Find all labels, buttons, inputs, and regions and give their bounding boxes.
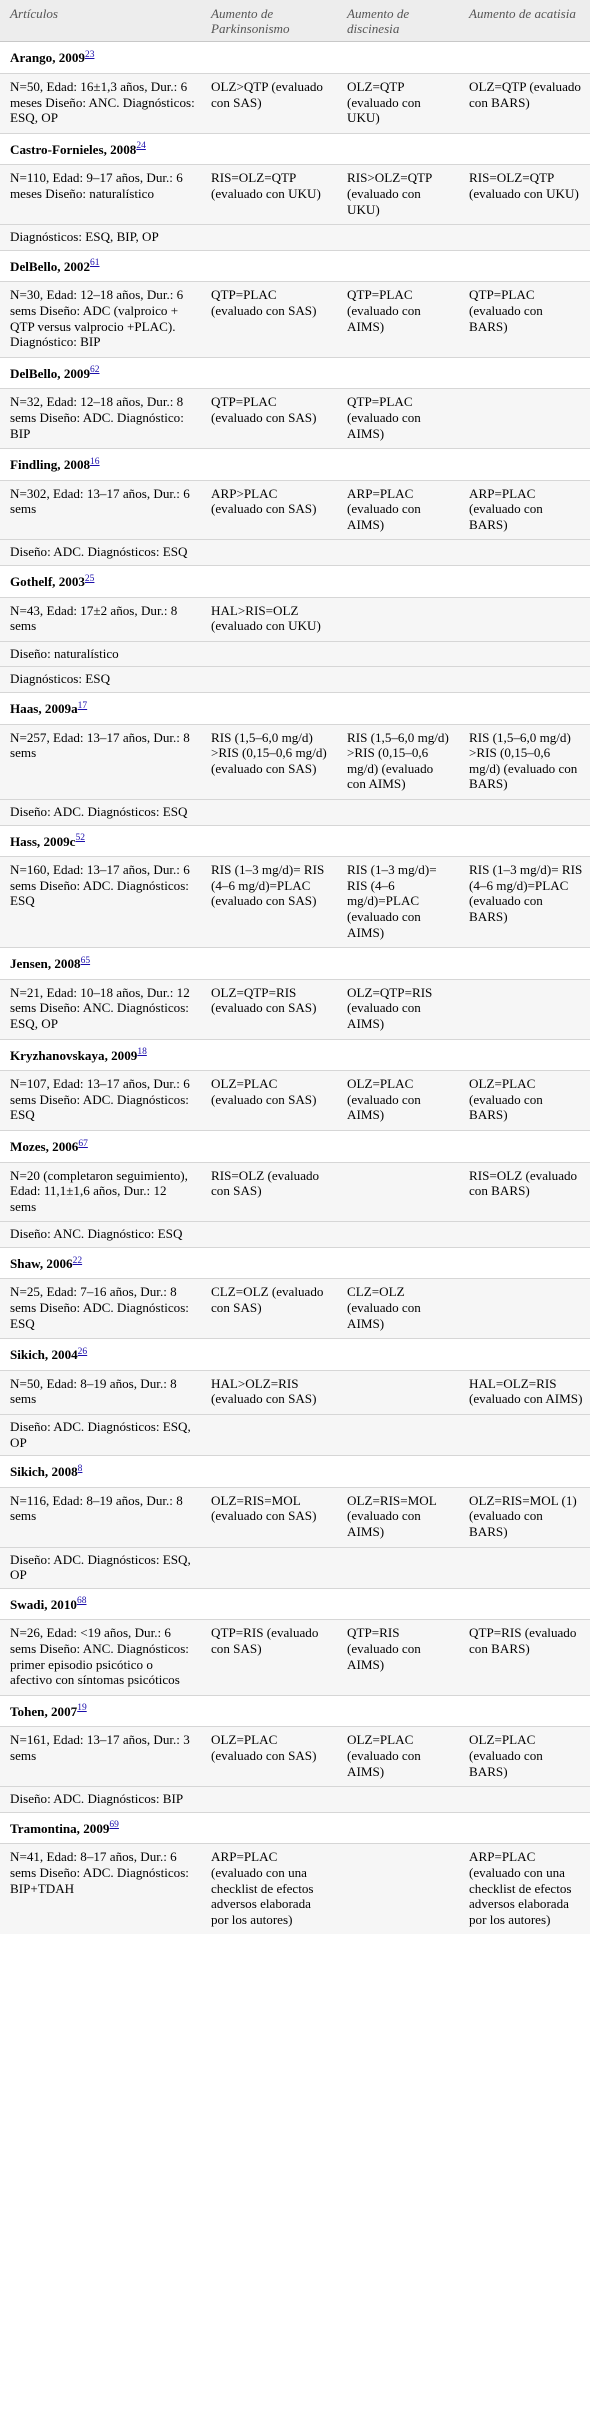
empty-cell — [337, 1812, 459, 1844]
acatisia-cell — [459, 1547, 590, 1588]
discinesia-cell: RIS (1,5–6,0 mg/d) >RIS (0,15–0,6 mg/d) (evaluado con AIMS) — [337, 724, 459, 799]
discinesia-cell: CLZ=OLZ (evaluado con AIMS) — [337, 1279, 459, 1339]
study-details-cell: N=21, Edad: 10–18 años, Dur.: 12 sems Diseño: ANC. Diagnósticos: ESQ, OP — [0, 979, 201, 1039]
study-details-cell: Diagnósticos: ESQ, BIP, OP — [0, 225, 201, 251]
study-title-row — [0, 825, 590, 857]
study-details-cell: N=160, Edad: 13–17 años, Dur.: 6 sems Diseño: ADC. Diagnósticos: ESQ — [0, 857, 201, 948]
table-row — [0, 1620, 590, 1695]
study-title — [0, 1130, 201, 1162]
table-row — [0, 1844, 590, 1934]
parkinsonismo-cell: QTP=PLAC (evaluado con SAS) — [201, 282, 337, 357]
study-title-text: Castro-Fornieles, 2008 — [10, 141, 137, 157]
parkinsonismo-cell — [201, 225, 337, 251]
empty-cell — [459, 693, 590, 725]
study-title-text: Hass, 2009c — [10, 833, 76, 849]
parkinsonismo-cell — [201, 540, 337, 566]
empty-cell — [201, 1588, 337, 1620]
study-title-row — [0, 1130, 590, 1162]
empty-cell — [201, 1247, 337, 1279]
empty-cell — [201, 449, 337, 481]
empty-cell — [459, 357, 590, 389]
header-row — [0, 0, 590, 42]
study-details-cell: N=302, Edad: 13–17 años, Dur.: 6 sems — [0, 480, 201, 540]
table-row — [0, 597, 590, 641]
parkinsonismo-cell: OLZ=QTP=RIS (evaluado con SAS) — [201, 979, 337, 1039]
discinesia-cell — [337, 540, 459, 566]
table-row — [0, 800, 590, 826]
acatisia-cell — [459, 800, 590, 826]
discinesia-cell — [337, 641, 459, 667]
parkinsonismo-cell: OLZ=RIS=MOL (evaluado con SAS) — [201, 1487, 337, 1547]
empty-cell — [201, 693, 337, 725]
empty-cell — [459, 825, 590, 857]
study-details-cell: Diseño: naturalístico — [0, 641, 201, 667]
study-title — [0, 1812, 201, 1844]
empty-cell — [459, 1130, 590, 1162]
reference-link[interactable]: 61 — [90, 258, 100, 269]
acatisia-cell — [459, 641, 590, 667]
study-details-cell: Diseño: ADC. Diagnósticos: ESQ — [0, 800, 201, 826]
acatisia-cell: RIS (1–3 mg/d)= RIS (4–6 mg/d)=PLAC (evaluado con BARS) — [459, 857, 590, 948]
reference-link[interactable]: 16 — [90, 456, 100, 467]
discinesia-cell — [337, 1222, 459, 1248]
parkinsonismo-cell — [201, 1787, 337, 1813]
discinesia-cell — [337, 1415, 459, 1456]
table-row — [0, 1415, 590, 1456]
discinesia-cell — [337, 1547, 459, 1588]
reference-link[interactable]: 65 — [80, 955, 91, 966]
table-row — [0, 165, 590, 225]
study-title — [0, 250, 201, 282]
study-title — [0, 1039, 201, 1071]
empty-cell — [459, 250, 590, 282]
discinesia-cell: ARP=PLAC (evaluado con AIMS) — [337, 480, 459, 540]
parkinsonismo-cell — [201, 1415, 337, 1456]
study-title — [0, 693, 201, 725]
discinesia-cell: QTP=PLAC (evaluado con AIMS) — [337, 282, 459, 357]
study-title — [0, 133, 201, 165]
table-row — [0, 857, 590, 948]
empty-cell — [459, 1039, 590, 1071]
reference-link[interactable]: 62 — [90, 365, 100, 376]
study-title-text: Findling, 2008 — [10, 457, 91, 473]
acatisia-cell: OLZ=QTP (evaluado con BARS) — [459, 74, 590, 134]
study-details-cell: N=32, Edad: 12–18 años, Dur.: 8 sems Diseño: ADC. Diagnóstico: BIP — [0, 389, 201, 449]
empty-cell — [337, 357, 459, 389]
acatisia-cell — [459, 1415, 590, 1456]
empty-cell — [337, 1456, 459, 1488]
header-acatisia: Aumento de acatisia — [459, 0, 590, 42]
table-row — [0, 979, 590, 1039]
parkinsonismo-cell: HAL>RIS=OLZ (evaluado con UKU) — [201, 597, 337, 641]
study-title-text: Gothelf, 2003 — [10, 574, 85, 590]
acatisia-cell — [459, 667, 590, 693]
acatisia-cell: RIS=OLZ=QTP (evaluado con UKU) — [459, 165, 590, 225]
table-row — [0, 1370, 590, 1414]
empty-cell — [201, 948, 337, 980]
table-row — [0, 724, 590, 799]
discinesia-cell: OLZ=QTP=RIS (evaluado con AIMS) — [337, 979, 459, 1039]
acatisia-cell — [459, 540, 590, 566]
discinesia-cell: OLZ=QTP (evaluado con UKU) — [337, 74, 459, 134]
parkinsonismo-cell: ARP>PLAC (evaluado con SAS) — [201, 480, 337, 540]
parkinsonismo-cell — [201, 667, 337, 693]
empty-cell — [337, 1695, 459, 1727]
acatisia-cell — [459, 225, 590, 251]
study-title-text: Mozes, 2006 — [10, 1138, 79, 1154]
study-details-cell: N=43, Edad: 17±2 años, Dur.: 8 sems — [0, 597, 201, 641]
table-row — [0, 225, 590, 251]
empty-cell — [337, 1339, 459, 1371]
discinesia-cell: QTP=PLAC (evaluado con AIMS) — [337, 389, 459, 449]
study-title-row — [0, 1247, 590, 1279]
parkinsonismo-cell — [201, 641, 337, 667]
discinesia-cell — [337, 1162, 459, 1222]
parkinsonismo-cell: OLZ=PLAC (evaluado con SAS) — [201, 1071, 337, 1131]
study-title — [0, 42, 201, 74]
acatisia-cell: HAL=OLZ=RIS (evaluado con AIMS) — [459, 1370, 590, 1414]
table-row — [0, 480, 590, 540]
acatisia-cell: RIS=OLZ (evaluado con BARS) — [459, 1162, 590, 1222]
study-title — [0, 1588, 201, 1620]
empty-cell — [459, 1339, 590, 1371]
empty-cell — [459, 1812, 590, 1844]
empty-cell — [459, 1456, 590, 1488]
empty-cell — [201, 250, 337, 282]
discinesia-cell — [337, 667, 459, 693]
acatisia-cell: ARP=PLAC (evaluado con una checklist de efectos adversos elaborada por los autores) — [459, 1844, 590, 1934]
study-title-row — [0, 1339, 590, 1371]
reference-link[interactable]: 24 — [136, 141, 146, 152]
study-details-cell: N=41, Edad: 8–17 años, Dur.: 6 sems Diseño: ADC. Diagnósticos: BIP+TDAH — [0, 1844, 201, 1934]
study-details-cell: N=20 (completaron seguimiento), Edad: 11,1±1,6 años, Dur.: 12 sems — [0, 1162, 201, 1222]
study-title-row — [0, 693, 590, 725]
acatisia-cell — [459, 389, 590, 449]
empty-cell — [201, 1456, 337, 1488]
study-details-cell: N=107, Edad: 13–17 años, Dur.: 6 sems Diseño: ADC. Diagnósticos: ESQ — [0, 1071, 201, 1131]
empty-cell — [337, 566, 459, 598]
reference-link[interactable]: 26 — [77, 1346, 88, 1357]
parkinsonismo-cell — [201, 1547, 337, 1588]
table-row — [0, 1222, 590, 1248]
empty-cell — [459, 42, 590, 74]
study-title-row — [0, 1456, 590, 1488]
empty-cell — [459, 1695, 590, 1727]
empty-cell — [201, 566, 337, 598]
header-parkinsonismo: Aumento de Parkinsonismo — [201, 0, 337, 42]
discinesia-cell — [337, 1844, 459, 1934]
table-row — [0, 1071, 590, 1131]
empty-cell — [337, 42, 459, 74]
discinesia-cell: RIS>OLZ=QTP (evaluado con UKU) — [337, 165, 459, 225]
study-title-row — [0, 42, 590, 74]
empty-cell — [337, 825, 459, 857]
table-row — [0, 540, 590, 566]
study-title-row — [0, 357, 590, 389]
parkinsonismo-cell: RIS=OLZ=QTP (evaluado con UKU) — [201, 165, 337, 225]
study-title-text: DelBello, 2002 — [10, 258, 91, 274]
reference-link[interactable]: 52 — [75, 833, 85, 844]
empty-cell — [337, 1247, 459, 1279]
study-details-cell: Diseño: ANC. Diagnóstico: ESQ — [0, 1222, 201, 1248]
table-row — [0, 1787, 590, 1813]
empty-cell — [459, 1588, 590, 1620]
study-title-text: Haas, 2009a — [10, 701, 78, 717]
study-details-cell: Diseño: ADC. Diagnósticos: ESQ, OP — [0, 1415, 201, 1456]
parkinsonismo-cell: RIS=OLZ (evaluado con SAS) — [201, 1162, 337, 1222]
study-title-row — [0, 1588, 590, 1620]
reference-link[interactable]: 25 — [84, 573, 95, 584]
table-row — [0, 1162, 590, 1222]
study-title-text: Tramontina, 2009 — [10, 1820, 110, 1836]
reference-link[interactable]: 68 — [76, 1596, 87, 1607]
empty-cell — [337, 1130, 459, 1162]
empty-cell — [201, 357, 337, 389]
empty-cell — [459, 449, 590, 481]
study-details-cell: N=25, Edad: 7–16 años, Dur.: 8 sems Diseño: ADC. Diagnósticos: ESQ — [0, 1279, 201, 1339]
header-articulos: Artículos — [0, 0, 201, 42]
empty-cell — [201, 1812, 337, 1844]
acatisia-cell: QTP=PLAC (evaluado con BARS) — [459, 282, 590, 357]
study-title-text: Jensen, 2008 — [10, 956, 81, 972]
discinesia-cell: RIS (1–3 mg/d)= RIS (4–6 mg/d)=PLAC (evaluado con AIMS) — [337, 857, 459, 948]
empty-cell — [337, 1588, 459, 1620]
study-title — [0, 1456, 201, 1488]
table-row — [0, 1279, 590, 1339]
reference-link[interactable]: 17 — [77, 700, 88, 711]
parkinsonismo-cell: HAL>OLZ=RIS (evaluado con SAS) — [201, 1370, 337, 1414]
study-details-cell: Diseño: ADC. Diagnósticos: ESQ, OP — [0, 1547, 201, 1588]
table-body — [0, 42, 590, 1934]
study-title-row — [0, 1039, 590, 1071]
parkinsonismo-cell: CLZ=OLZ (evaluado con SAS) — [201, 1279, 337, 1339]
study-details-cell: N=26, Edad: <19 años, Dur.: 6 sems Diseño: ANC. Diagnósticos: primer episodio psicótico o afectivo con síntomas psicóticos — [0, 1620, 201, 1695]
empty-cell — [337, 948, 459, 980]
table-row — [0, 282, 590, 357]
study-details-cell: N=116, Edad: 8–19 años, Dur.: 8 sems — [0, 1487, 201, 1547]
empty-cell — [201, 42, 337, 74]
study-title — [0, 1247, 201, 1279]
study-title-text: DelBello, 2009 — [10, 365, 91, 381]
empty-cell — [337, 133, 459, 165]
discinesia-cell: OLZ=PLAC (evaluado con AIMS) — [337, 1727, 459, 1787]
empty-cell — [337, 1039, 459, 1071]
empty-cell — [459, 133, 590, 165]
parkinsonismo-cell: OLZ>QTP (evaluado con SAS) — [201, 74, 337, 134]
study-details-cell: N=50, Edad: 8–19 años, Dur.: 8 sems — [0, 1370, 201, 1414]
reference-link[interactable]: 69 — [109, 1820, 119, 1831]
acatisia-cell — [459, 1279, 590, 1339]
table-row — [0, 1487, 590, 1547]
empty-cell — [337, 449, 459, 481]
study-details-cell: N=30, Edad: 12–18 años, Dur.: 6 sems Diseño: ADC (valproico + QTP versus valprocio +PLAC). Diagnóstico: BIP — [0, 282, 201, 357]
acatisia-cell: RIS (1,5–6,0 mg/d) >RIS (0,15–0,6 mg/d) (evaluado con BARS) — [459, 724, 590, 799]
empty-cell — [459, 1247, 590, 1279]
study-title-row — [0, 948, 590, 980]
study-title-text: Tohen, 2007 — [10, 1703, 78, 1719]
reference-link[interactable]: 67 — [78, 1138, 88, 1149]
empty-cell — [201, 1130, 337, 1162]
table-row — [0, 74, 590, 134]
study-title-row — [0, 133, 590, 165]
empty-cell — [201, 1695, 337, 1727]
reference-link[interactable]: 22 — [72, 1255, 83, 1266]
study-title — [0, 1695, 201, 1727]
parkinsonismo-cell: QTP=PLAC (evaluado con SAS) — [201, 389, 337, 449]
acatisia-cell: QTP=RIS (evaluado con BARS) — [459, 1620, 590, 1695]
study-title-text: Kryzhanovskaya, 2009 — [10, 1047, 138, 1063]
acatisia-cell: OLZ=PLAC (evaluado con BARS) — [459, 1727, 590, 1787]
study-title — [0, 357, 201, 389]
study-title-text: Arango, 2009 — [10, 50, 85, 66]
acatisia-cell — [459, 1222, 590, 1248]
acatisia-cell: ARP=PLAC (evaluado con BARS) — [459, 480, 590, 540]
empty-cell — [201, 825, 337, 857]
discinesia-cell — [337, 800, 459, 826]
study-title-text: Sikich, 2004 — [10, 1347, 78, 1363]
study-title-row — [0, 1695, 590, 1727]
parkinsonismo-cell: QTP=RIS (evaluado con SAS) — [201, 1620, 337, 1695]
study-title-row — [0, 449, 590, 481]
parkinsonismo-cell: ARP=PLAC (evaluado con una checklist de efectos adversos elaborada por los autores) — [201, 1844, 337, 1934]
study-title-row — [0, 566, 590, 598]
discinesia-cell — [337, 597, 459, 641]
reference-link[interactable]: 19 — [77, 1703, 87, 1714]
acatisia-cell: OLZ=PLAC (evaluado con BARS) — [459, 1071, 590, 1131]
study-title-text: Shaw, 2006 — [10, 1255, 73, 1271]
acatisia-cell — [459, 979, 590, 1039]
study-title — [0, 948, 201, 980]
table-row — [0, 1727, 590, 1787]
discinesia-cell — [337, 1370, 459, 1414]
table-row — [0, 1547, 590, 1588]
reference-link[interactable]: 8 — [77, 1463, 83, 1474]
acatisia-cell — [459, 1787, 590, 1813]
study-details-cell: N=257, Edad: 13–17 años, Dur.: 8 sems — [0, 724, 201, 799]
study-details-cell: N=161, Edad: 13–17 años, Dur.: 3 sems — [0, 1727, 201, 1787]
empty-cell — [459, 948, 590, 980]
study-details-cell: Diseño: ADC. Diagnósticos: ESQ — [0, 540, 201, 566]
discinesia-cell: OLZ=RIS=MOL (evaluado con AIMS) — [337, 1487, 459, 1547]
study-title-row — [0, 1812, 590, 1844]
reference-link[interactable]: 23 — [84, 50, 95, 61]
study-details-cell: N=110, Edad: 9–17 años, Dur.: 6 meses Diseño: naturalístico — [0, 165, 201, 225]
empty-cell — [459, 566, 590, 598]
acatisia-cell — [459, 597, 590, 641]
table-row — [0, 641, 590, 667]
table-row — [0, 389, 590, 449]
empty-cell — [337, 250, 459, 282]
parkinsonismo-cell: RIS (1,5–6,0 mg/d) >RIS (0,15–0,6 mg/d) (evaluado con SAS) — [201, 724, 337, 799]
study-details-cell: Diseño: ADC. Diagnósticos: BIP — [0, 1787, 201, 1813]
study-title — [0, 449, 201, 481]
study-details-cell: Diagnósticos: ESQ — [0, 667, 201, 693]
empty-cell — [337, 693, 459, 725]
empty-cell — [201, 1339, 337, 1371]
parkinsonismo-cell: OLZ=PLAC (evaluado con SAS) — [201, 1727, 337, 1787]
empty-cell — [201, 1039, 337, 1071]
study-title-text: Swadi, 2010 — [10, 1596, 77, 1612]
discinesia-cell: OLZ=PLAC (evaluado con AIMS) — [337, 1071, 459, 1131]
study-title-row — [0, 250, 590, 282]
discinesia-cell: QTP=RIS (evaluado con AIMS) — [337, 1620, 459, 1695]
reference-link[interactable]: 18 — [137, 1047, 147, 1058]
study-title — [0, 825, 201, 857]
parkinsonismo-cell — [201, 1222, 337, 1248]
header-discinesia: Aumento de discinesia — [337, 0, 459, 42]
acatisia-cell: OLZ=RIS=MOL (1) (evaluado con BARS) — [459, 1487, 590, 1547]
study-title — [0, 566, 201, 598]
parkinsonismo-cell — [201, 800, 337, 826]
study-details-cell: N=50, Edad: 16±1,3 años, Dur.: 6 meses Diseño: ANC. Diagnósticos: ESQ, OP — [0, 74, 201, 134]
discinesia-cell — [337, 225, 459, 251]
parkinsonismo-cell: RIS (1–3 mg/d)= RIS (4–6 mg/d)=PLAC (evaluado con SAS) — [201, 857, 337, 948]
discinesia-cell — [337, 1787, 459, 1813]
study-title — [0, 1339, 201, 1371]
study-title-text: Sikich, 2008 — [10, 1464, 78, 1480]
table-row — [0, 667, 590, 693]
empty-cell — [201, 133, 337, 165]
